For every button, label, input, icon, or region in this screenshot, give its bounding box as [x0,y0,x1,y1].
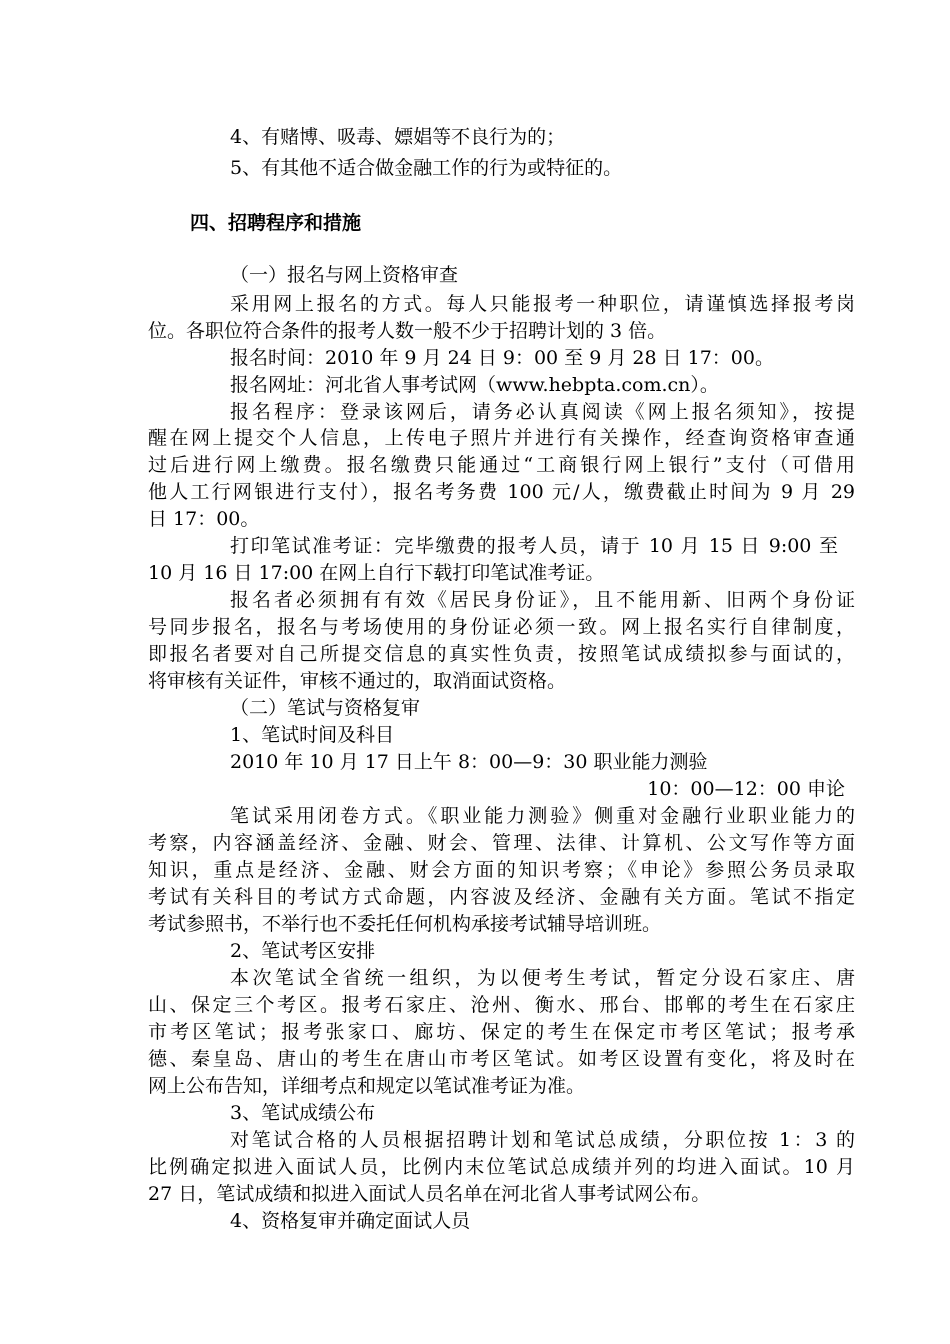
text-line: 知识，重点是经济、金融、财会方面的知识考察；《申论》参照公务员录取 [148,859,855,881]
text-line: 5、有其他不适合做金融工作的行为或特征的。 [230,157,623,179]
section-heading: 四、招聘程序和措施 [190,212,362,234]
text-line: 报名者必须拥有有效《居民身份证》，且不能用新、旧两个身份证 [230,589,855,611]
text-line: 报名程序：登录该网后，请务必认真阅读《网上报名须知》，按提 [230,401,855,423]
text-line: 比例确定拟进入面试人员，比例内末位笔试总成绩并列的均进入面试。10 月 [148,1156,855,1178]
text-line: 3、笔试成绩公布 [230,1102,376,1124]
text-line: 报名时间：2010 年 9 月 24 日 9：00 至 9 月 28 日 17：00。 [230,347,774,369]
text-line: 他人工行网银进行支付），报名考务费 100 元/人，缴费截止时间为 9 月 29 [148,481,855,503]
text-line: 本次笔试全省统一组织，为以便考生考试，暂定分设石家庄、唐 [230,967,855,989]
text-line: 号同步报名，报名与考场使用的身份证必须一致。网上报名实行自律制度， [148,616,855,638]
text-line: 打印笔试准考证：完毕缴费的报考人员，请于 10 月 15 日 9:00 至 [230,535,838,557]
text-line: 考察，内容涵盖经济、金融、财会、管理、法律、计算机、公文写作等方面 [148,832,855,854]
text-line: 2010 年 10 月 17 日上午 8：00—9：30 职业能力测验 [230,751,708,773]
text-line: 网上公布告知，详细考点和规定以笔试准考证为准。 [148,1075,586,1097]
text-line: 过后进行网上缴费。报名缴费只能通过“工商银行网上银行”支付（可借用 [148,454,855,476]
text-line: 市考区笔试；报考张家口、廊坊、保定的考生在保定市考区笔试；报考承 [148,1021,855,1043]
text-line: 报名网址：河北省人事考试网（www.hebpta.com.cn）。 [230,374,719,396]
text-line: 德、秦皇岛、唐山的考生在唐山市考区笔试。如考区设置有变化，将及时在 [148,1048,855,1070]
text-line: 笔试采用闭卷方式。《职业能力测验》侧重对金融行业职业能力的 [230,805,855,827]
text-line: 日 17：00。 [148,508,260,530]
text-line: 将审核有关证件，审核不通过的，取消面试资格。 [148,670,567,692]
text-line: 对笔试合格的人员根据招聘计划和笔试总成绩，分职位按 1：3 的 [230,1129,855,1151]
text-line: 1、笔试时间及科目 [230,724,395,746]
text-line: 10：00—12：00 申论 [647,778,845,800]
text-line: 27 日，笔试成绩和拟进入面试人员名单在河北省人事考试网公布。 [148,1183,711,1205]
subsection-heading: （一）报名与网上资格审查 [230,264,459,286]
text-line: 位。各职位符合条件的报考人数一般不少于招聘计划的 3 倍。 [148,320,667,342]
text-line: 山、保定三个考区。报考石家庄、沧州、衡水、邢台、邯郸的考生在石家庄 [148,994,855,1016]
text-line: 考试有关科目的考试方式命题，内容波及经济、金融有关方面。笔试不指定 [148,886,855,908]
text-line: 4、有赌博、吸毒、嫖娼等不良行为的； [230,126,566,148]
text-line: 醒在网上提交个人信息，上传电子照片并进行有关操作，经查询资格审查通 [148,427,855,449]
text-line: 考试参照书，不举行也不委托任何机构承接考试辅导培训班。 [148,913,662,935]
text-line: 4、资格复审并确定面试人员 [230,1210,471,1232]
text-line: 采用网上报名的方式。每人只能报考一种职位，请谨慎选择报考岗 [230,293,855,315]
text-line: 10 月 16 日 17:00 在网上自行下载打印笔试准考证。 [148,562,605,584]
subsection-heading: （二）笔试与资格复审 [230,697,421,719]
text-line: 即报名者要对自己所提交信息的真实性负责，按照笔试成绩拟参与面试的， [148,643,855,665]
text-line: 2、笔试考区安排 [230,940,376,962]
